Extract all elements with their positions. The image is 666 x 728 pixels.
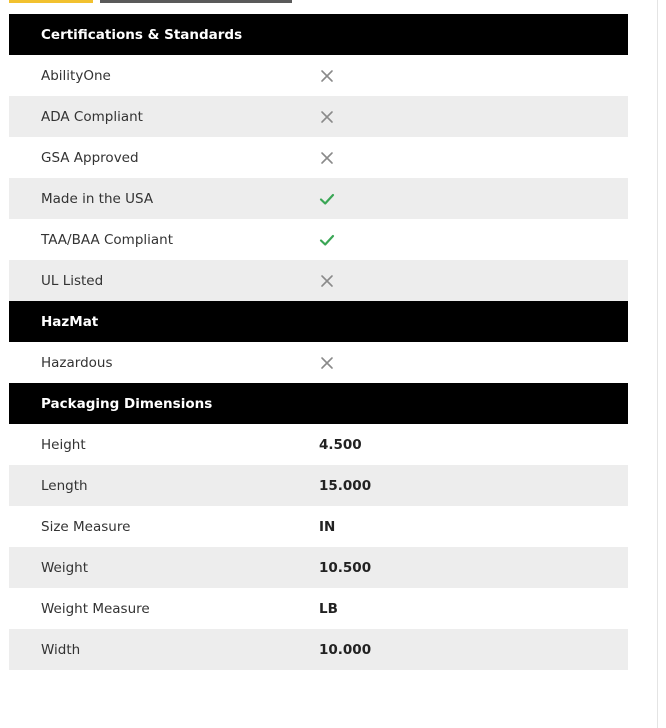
table-row: [9, 588, 628, 629]
table-row: [9, 219, 628, 260]
table-row: [9, 55, 628, 96]
row-label: UL Listed: [41, 272, 104, 289]
cross-icon: [319, 355, 335, 371]
row-label: ADA Compliant: [41, 108, 143, 125]
tab-active-indicator[interactable]: [9, 0, 93, 3]
table-row: [9, 465, 628, 506]
table-row: [9, 506, 628, 547]
table-row: [9, 260, 628, 301]
row-value: 15.000: [319, 477, 372, 494]
row-value: IN: [319, 518, 336, 535]
cross-icon: [319, 109, 335, 125]
row-label: TAA/BAA Compliant: [41, 231, 174, 248]
section-header-hazmat: HazMat: [9, 301, 628, 342]
cross-icon: [319, 273, 335, 289]
table-row: [9, 137, 628, 178]
section-header-packaging-dimensions: Packaging Dimensions: [9, 383, 628, 424]
table-row: [9, 178, 628, 219]
row-label: Size Measure: [41, 518, 131, 535]
table-row: [9, 96, 628, 137]
tab-inactive-indicator[interactable]: [100, 0, 292, 3]
row-value: 4.500: [319, 436, 362, 453]
table-row: [9, 547, 628, 588]
row-label: AbilityOne: [41, 67, 111, 84]
row-label: Hazardous: [41, 354, 113, 371]
table-row: [9, 342, 628, 383]
row-label: Made in the USA: [41, 190, 154, 207]
row-value: 10.500: [319, 559, 372, 576]
cross-icon: [319, 150, 335, 166]
page-border-line: [657, 0, 658, 728]
tab-strip: [0, 0, 666, 3]
table-row: [9, 424, 628, 465]
cross-icon: [319, 68, 335, 84]
row-label: Weight: [41, 559, 89, 576]
row-value: LB: [319, 600, 338, 617]
table-row: [9, 629, 628, 670]
section-header-certifications: Certifications & Standards: [9, 14, 628, 55]
row-label: Height: [41, 436, 86, 453]
row-label: Width: [41, 641, 81, 658]
specifications-table: [9, 14, 628, 670]
row-label: GSA Approved: [41, 149, 139, 166]
check-icon: [319, 191, 335, 207]
row-label: Length: [41, 477, 88, 494]
check-icon: [319, 232, 335, 248]
row-label: Weight Measure: [41, 600, 150, 617]
row-value: 10.000: [319, 641, 372, 658]
